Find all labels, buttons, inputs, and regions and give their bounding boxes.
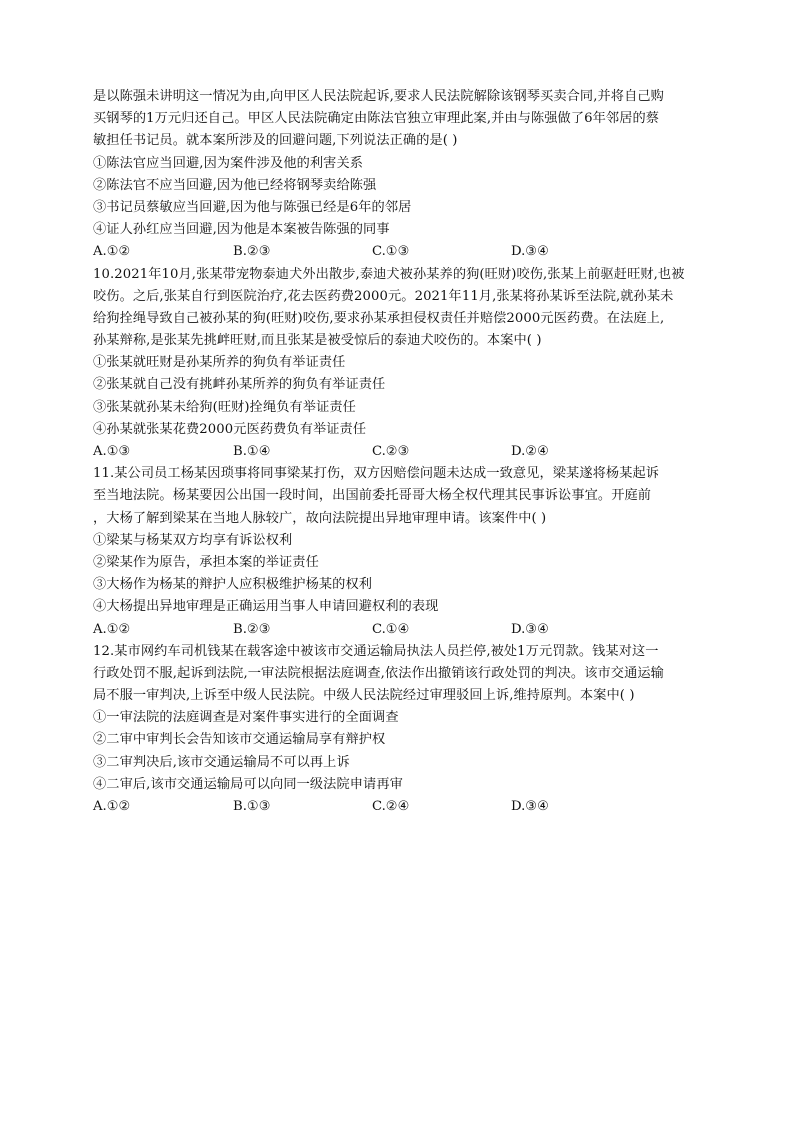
option-a: A.①②: [93, 244, 131, 260]
question-text-line: 是以陈强未讲明这一情况为由,向甲区人民法院起诉,要求人民法院解除该钢琴买卖合同,并将自己购: [93, 89, 664, 104]
option-b: B.①③: [233, 799, 271, 814]
question-text-line: 买钢琴的1万元归还自己。甲区人民法院确定由陈法官独立审理此案,并由与陈强做了6年邻居的蔡: [93, 111, 660, 127]
statement-item: ①张某就旺财是孙某所养的狗负有举证责任: [93, 355, 346, 371]
question-text-line: 给狗拴绳导致自己被孙某的狗(旺财)咬伤,要求孙某承担侵权责任并赔偿2000元医药费。在法庭上,: [93, 310, 665, 326]
statement-item: ②二审中审判长会告知该市交通运输局享有辩护权: [93, 732, 386, 748]
option-c: C.②③: [372, 444, 410, 459]
question-text-line: 至当地法院。杨某要因公出国一段时间，出国前委托哥哥大杨全权代理其民事诉讼事宜。开庭前: [93, 488, 652, 504]
option-d: D.③④: [511, 244, 549, 260]
question-11: [93, 464, 708, 639]
statement-item: ③张某就孙某未给狗(旺财)拴绳负有举证责任: [93, 399, 356, 415]
statement-item: ①一审法院的法庭调查是对案件事实进行的全面调查: [93, 710, 399, 726]
answer-options: [93, 620, 708, 640]
answer-options: [93, 242, 708, 262]
option-a: A.①②: [93, 621, 131, 637]
question-9: [93, 87, 708, 262]
question-text-line: 行政处罚不服,起诉到法院,一审法院根据法庭调查,依法作出撤销该行政处罚的判决。该市交通运输: [93, 665, 664, 681]
answer-options: [93, 797, 708, 817]
option-b: B.②③: [233, 244, 271, 260]
option-d: D.③④: [511, 799, 549, 814]
question-10: [93, 265, 708, 463]
option-a: A.①③: [93, 444, 131, 459]
statement-item: ③二审判决后,该市交通运输局不可以再上诉: [93, 754, 350, 770]
statement-item: ①陈法官应当回避,因为案件涉及他的利害关系: [93, 155, 364, 171]
option-d: D.②④: [511, 444, 549, 459]
question-text-line: 10.2021年10月,张某带宠物泰迪犬外出散步,泰迪犬被孙某养的狗(旺财)咬伤,张某上前驱赶旺财,也被: [93, 266, 685, 282]
statement-item: ③大杨作为杨某的辩护人应积极维护杨某的权利: [93, 577, 373, 593]
option-a: A.①②: [93, 799, 131, 814]
option-c: C.①④: [372, 621, 410, 637]
option-b: B.②③: [233, 621, 271, 637]
statement-item: ②陈法官不应当回避,因为他已经将钢琴卖给陈强: [93, 177, 377, 193]
statement-item: ④证人孙红应当回避,因为他是本案被告陈强的同事: [93, 222, 390, 238]
question-text-line: 12.某市网约车司机钱某在载客途中被该市交通运输局执法人员拦停,被处1万元罚款。钱某对这一: [93, 643, 659, 659]
option-b: B.①④: [233, 444, 271, 459]
question-text-line: 孙某辩称,是张某先挑衅旺财,而且张某是被受惊后的泰迪犬咬伤的。本案中( ): [93, 333, 542, 349]
exam-page: [93, 87, 708, 819]
statement-item: ②张某就自己没有挑衅孙某所养的狗负有举证责任: [93, 377, 386, 393]
statement-item: ④大杨提出异地审理是正确运用当事人申请回避权利的表现: [93, 599, 439, 615]
statement-item: ④二审后,该市交通运输局可以向同一级法院申请再审: [93, 776, 403, 792]
statement-item: ①梁某与杨某双方均享有诉讼权利: [93, 532, 293, 548]
option-c: C.②④: [372, 799, 410, 814]
statement-item: ③书记员蔡敏应当回避,因为他与陈强已经是6年的邻居: [93, 199, 412, 215]
question-text-line: 局不服一审判决,上诉至中级人民法院。中级人民法院经过审理驳回上诉,维持原判。本案中( ): [93, 688, 635, 704]
statement-item: ④孙某就张某花费2000元医药费负有举证责任: [93, 421, 367, 437]
question-text-line: ，大杨了解到梁某在当地人脉较广，故向法院提出异地审理申请。该案件中( ): [93, 510, 547, 526]
answer-options: [93, 442, 708, 462]
option-d: D.③④: [511, 621, 549, 637]
option-c: C.①③: [372, 244, 410, 260]
question-text-line: 咬伤。之后,张某自行到医院治疗,花去医药费2000元。2021年11月,张某将孙某诉至法院,就孙某未: [93, 288, 674, 304]
question-12: [93, 642, 708, 817]
question-text-line: 11.某公司员工杨某因琐事将同事梁某打伤，双方因赔偿问题未达成一致意见，梁某遂将杨某起诉: [93, 466, 660, 482]
statement-item: ②梁某作为原告，承担本案的举证责任: [93, 554, 319, 570]
question-text-line: 敏担任书记员。就本案所涉及的回避问题,下列说法正确的是( ): [93, 133, 458, 149]
